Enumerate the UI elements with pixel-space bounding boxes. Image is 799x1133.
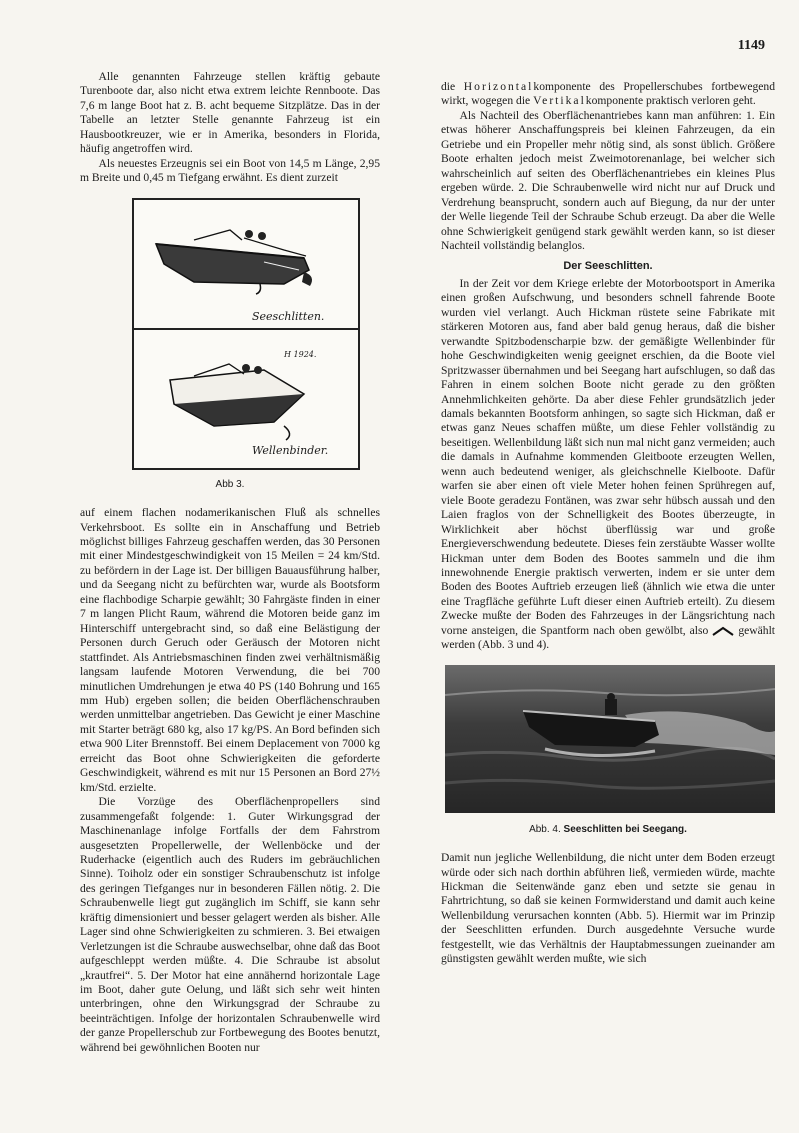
figure-4-photo: [445, 665, 775, 813]
figure-3-caption: Abb 3.: [215, 478, 245, 490]
paragraph: [441, 80, 775, 109]
paragraph: [441, 277, 775, 653]
figure-title: Seeschlitten bei Seegang.: [563, 823, 687, 835]
left-column: [80, 70, 380, 1055]
figure-label-seeschlitten: Seeschlitten.: [252, 309, 325, 323]
paragraph: Als Nachteil des Oberflächenantriebes kann man anführen: 1. Ein etwas höherer Anschaffungspreis bei kleinen Fahrzeugen, da ein Getriebe und ein Propeller mehr nötig sind, als sonst üblich. Größere Boote erhalten jedoch meist Zweimotorenanlage, bei welcher sich wahrscheinlich auf seiten des Oberflächenantriebes ein kleines Plus ergeben würde. 2. Die Schraubenwelle wird nicht nur auf Druck und Verdrehung beansprucht, sondern auch auf Biegung, da nur der unter der Welle liegende Teil der Schraube Schub erzeugt. Da aber die Welle ohne Schwierigkeit genügend stark gewählt werden kann, so ist dieser Nachteil vollständig belanglos.: [441, 108, 775, 252]
paragraph: Als neuestes Erzeugnis sei ein Boot von 14,5 m Länge, 2,95 m Breite und 0,45 m Tiefgang erwähnt. Es dient zurzeit: [80, 156, 380, 185]
text-span: In der Zeit vor dem Kriege erlebte der Motorbootsport in Amerika einen großen Aufschwung, und besonders schnell fahrende Boote wurden viel verlangt. Auch Hickman rüstete seine Fabrikate mit stärkeren Motoren aus, fand aber bald genug heraus, daß die bisher verwandte Spitzbodenscharpie bzw. der gemäßigte Wellenbinder für hohe Geschwindigkeiten wenig geeignet erschien, da die Boote viel Spritzwasser übernahmen und bei Seegang hart aufschlugen, so daß das Fahren in einem solchen Boote nicht gerade zu den größten Annehmlichkeiten gehörte. Da aber diese Fehler grundsätzlich jeder damals bekannten Bootsform anhingen, so sagte sich Hickman, daß er etwas ganz Neues schaffen müßte, um diese Fehler vollständig zu beseitigen. Wellenbildung läßt sich nun mal nicht ganz vermeiden; auch die damals in Aufnahme kommenden Gleitboote erzeugten Wellen, wenn auch bedeutend weniger, als gleichschnelle Kielboote. Dafür warfen sie aber einen oft viele Meter hohen feinen Sprühregen auf, viele Boote geradezu Fontänen, was zwar sehr hübsch aussah und den Laien fraglos von der Schnelligkeit des Bootes überzeugte, in Wirklichkeit aber höchst überflüssig war und große Energieverschwendung bedeutete. Dieses fein zerstäubte Wasser wollte Hickman unter dem Boden des Bootes sammeln und die ihm innewohnende Energie praktisch verwerten, indem er sie unter dem Boden des Bootes Auftrieb erzeugen ließ (ähnlich wie etwa die unter eine Tragfläche geführte Luft dieser einen Auftrieb erteilt). Zu diesem Zwecke mußte der Boden des Fahrzeuges in der Längsrichtung nach vorne ansteigen, die Spantform nach oben gewölbt, also: [441, 276, 775, 637]
section-heading: Der Seeschlitten.: [563, 260, 653, 273]
text-span: gewählt werden (Abb. 3 und 4).: [441, 623, 776, 652]
paragraph: auf einem flachen nodamerikanischen Fluß als schnelles Verkehrsboot. Es sollte ein in Anschaffung und Betrieb möglichst billiges Fahrzeug geschaffen werden, das 30 Personen mit einer Mindestgeschwindigkeit von 15 Meilen = 24 km/Std. zu befördern in der Lage ist. Der billigen Bauausführung halber, und da Seegang nicht zu befürchten war, wurde als Bootsform eine flachbodige Scharpie gewählt; 30 Fahrgäste finden in einer 7 m langen Plicht Raum, während die Motoren beide ganz im Hinterschiff untergebracht sind, so daß eine Belästigung der Personen durch Geruch oder Geräusch der Motoren nicht stattfindet. Als Antriebsmaschinen finden zwei verhältnismäßig langsam laufende Motoren Verwendung, die bei 700 minutlichen Umdrehungen je etwa 40 PS (140 Bohrung und 165 mm Hub) ergeben sollen; die beiden Oberflächenschrauben werden unmittelbar angetrieben. Das Gewicht je einer Maschine mit Starter beträgt 680 kg, also 17 kg/PS. An Bord befinden sich etwa 900 Liter Brennstoff. Bei einem Deplacement von 7000 kg erreicht das Boot ohne Schwierigkeiten die geforderte Geschwindigkeit, während es mit nur 15 Personen an Bord 27½ km/Std. erzielte.: [80, 506, 380, 794]
seeschlitten-drawing: [134, 200, 358, 328]
paragraph: Alle genannten Fahrzeuge stellen kräftig gebaute Turenboote dar, also nicht etwa extrem leichte Rennboote. Das 7,6 m lange Boot hat z. B. acht bequeme Sitzplätze. Das in der Tabelle an letzter Stelle genannte Fahrzeug ist ein Hausbootkreuzer, wie er in Amerika, besonders in Florida, häufig angetroffen wird.: [80, 70, 380, 156]
right-column: [441, 80, 775, 967]
spaced-term: Horizontal: [463, 80, 534, 93]
text-span: komponente des Propellerschubes fortbewegend wirkt, wogegen die: [441, 80, 775, 108]
artist-signature: H 1924.: [284, 349, 317, 359]
text-span: die: [441, 80, 464, 93]
paragraph: Damit nun jegliche Wellenbildung, die nicht unter dem Boden erzeugt würde oder sich nach dorthin abführen ließ, vermieden würde, machte Hickman die Seitenwände ganz eben und setzte sie genau in Fahrtrichtung, so daß sie keinen Formwiderstand und damit auch keine Wellenbildung verursachen konnten (Abb. 5). Hiermit war im Prinzip der Seeschlitten erfunden. Durch ausgedehnte Versuche wurde festgestellt, wie das Verhältnis der Hauptabmessungen zueinander am günstigsten gewählt werden mußte, wie sich: [441, 851, 775, 966]
figure-number: Abb. 4.: [529, 823, 561, 835]
text-span: komponente praktisch verloren geht.: [585, 94, 756, 108]
figure-label-wellenbinder: Wellenbinder.: [252, 443, 329, 457]
figure-3-boat-drawings: [132, 198, 360, 470]
page-number: 1149: [737, 38, 765, 53]
figure-4-caption: [441, 823, 775, 837]
caret-shape-icon: [712, 626, 734, 636]
spaced-term: Vertikal: [533, 94, 586, 108]
paragraph: Die Vorzüge des Oberflächenpropellers sind zusammengefaßt folgende: 1. Guter Wirkungsgrad der Maschinenanlage infolge Fortfalls der dem Fahrstrom ausgesetzten Propellerwelle, der Wellenböcke und der Ruderhacke (eigentlich auch des Ruders im gebräuchlichen Sinne). Toiholz oder ein sonstiger Schraubenschutz ist infolge des geringen Tiefganges nur in besonderen Fällen nötig. 2. Die Schraubenwelle liegt gut zugänglich im Schiff, sie kann sehr kräftig dimensioniert und besser gelagert werden als bisher. Alle Lager sind ohne Schwierigkeiten zu schmieren. 3. Bei etwaigen Verletzungen ist die Schraube auswechselbar, ohne daß das Boot aufgeschleppt werden müßte. 4. Die Schraube ist absolut „krautfrei“. 5. Der Motor hat eine annähernd horizontale Lage im Boot, daher gute Oelung, und läßt sich sehr weit hinten unterbringen, ohne den Wirkungsgrad der Schraube zu beeinträchtigen. Infolge der horizontalen Schraubenwelle wird der ganze Propellerschub zur Fortbewegung des Bootes benutzt, während bei gewöhnlichen Booten nur: [80, 795, 380, 1054]
